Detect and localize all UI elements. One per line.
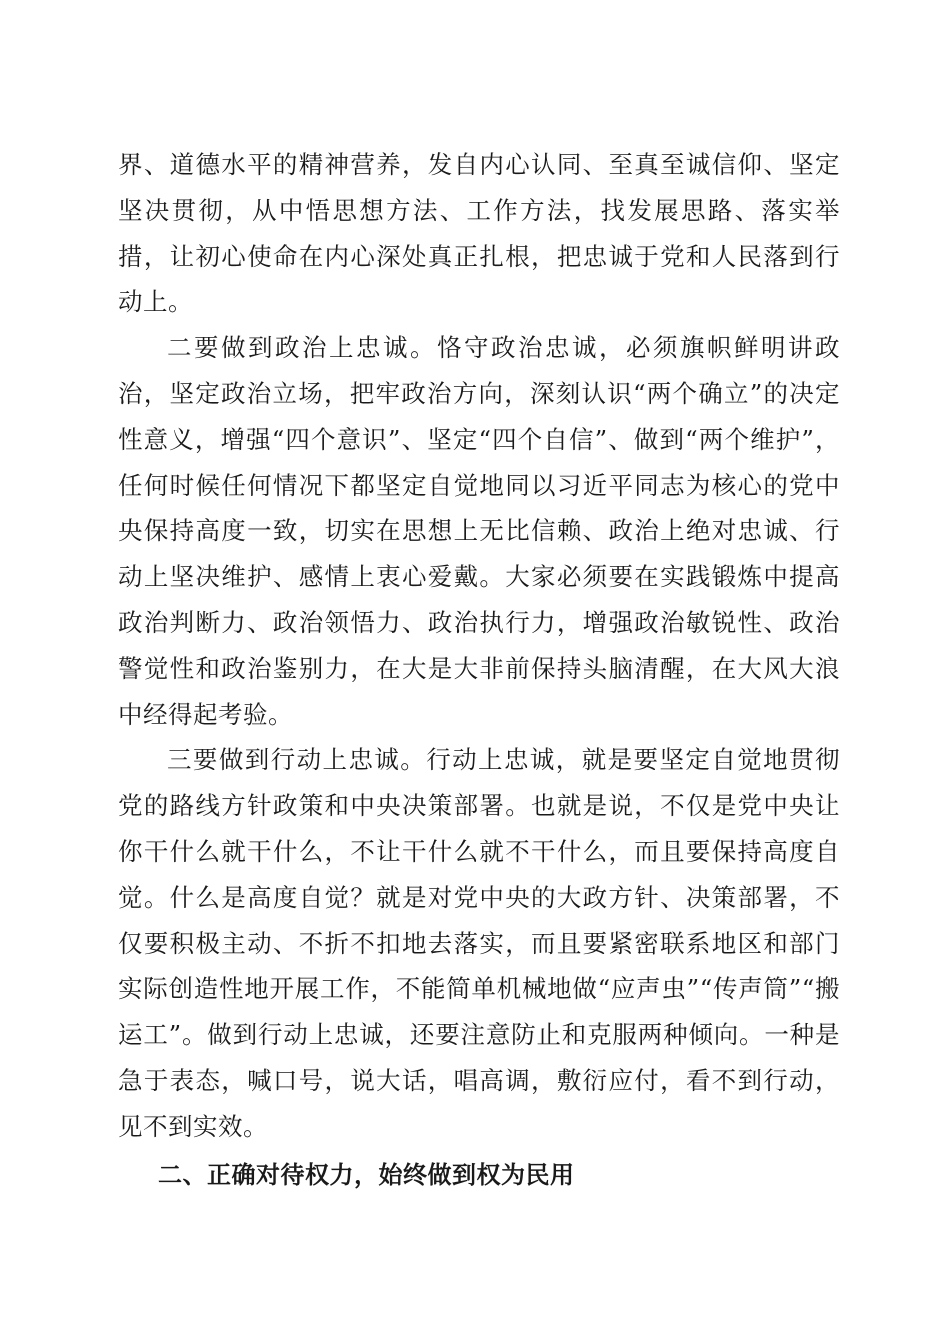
document-body (118, 142, 840, 1198)
section-heading: 二、正确对待权力，始终做到权为民用 (158, 1160, 575, 1189)
paragraph-political-loyalty: 二要做到政治上忠诚。恪守政治忠诚，必须旗帜鲜明讲政治，坚定政治立场，把牢政治方向，深刻认识“两个确立”的决定性意义，增强“四个意识”、坚定“四个自信”、做到“两个维护”，任何时候任何情况下都坚定自觉地同以习近平同志为核心的党中央保持高度一致，切实在思想上无比信赖、政治上绝对忠诚、行动上坚决维护、感情上衷心爱戴。大家必须要在实践锻炼中提高政治判断力、政治领悟力、政治执行力，增强政治敏锐性、政治警觉性和政治鉴别力，在大是大非前保持头脑清醒，在大风大浪中经得起考验。 (118, 333, 840, 729)
paragraph-continuation: 界、道德水平的精神营养，发自内心认同、至真至诚信仰、坚定坚决贯彻，从中悟思想方法、工作方法，找发展思路、落实举措，让初心使命在内心深处真正扎根，把忠诚于党和人民落到行动上。 (118, 150, 840, 317)
paragraph-action-loyalty: 三要做到行动上忠诚。行动上忠诚，就是要坚定自觉地贯彻党的路线方针政策和中央决策部署。也就是说，不仅是党中央让你干什么就干什么，不让干什么就不干什么，而且要保持高度自觉。什么是高度自觉？就是对党中央的大政方针、决策部署，不仅要积极主动、不折不扣地去落实，而且要紧密联系地区和部门实际创造性地开展工作，不能简单机械地做“应声虫”“传声筒”“搬运工”。做到行动上忠诚，还要注意防止和克服两种倾向。一种是急于表态，喊口号，说大话，唱高调，敷衍应付，看不到行动，见不到实效。 (118, 745, 840, 1141)
